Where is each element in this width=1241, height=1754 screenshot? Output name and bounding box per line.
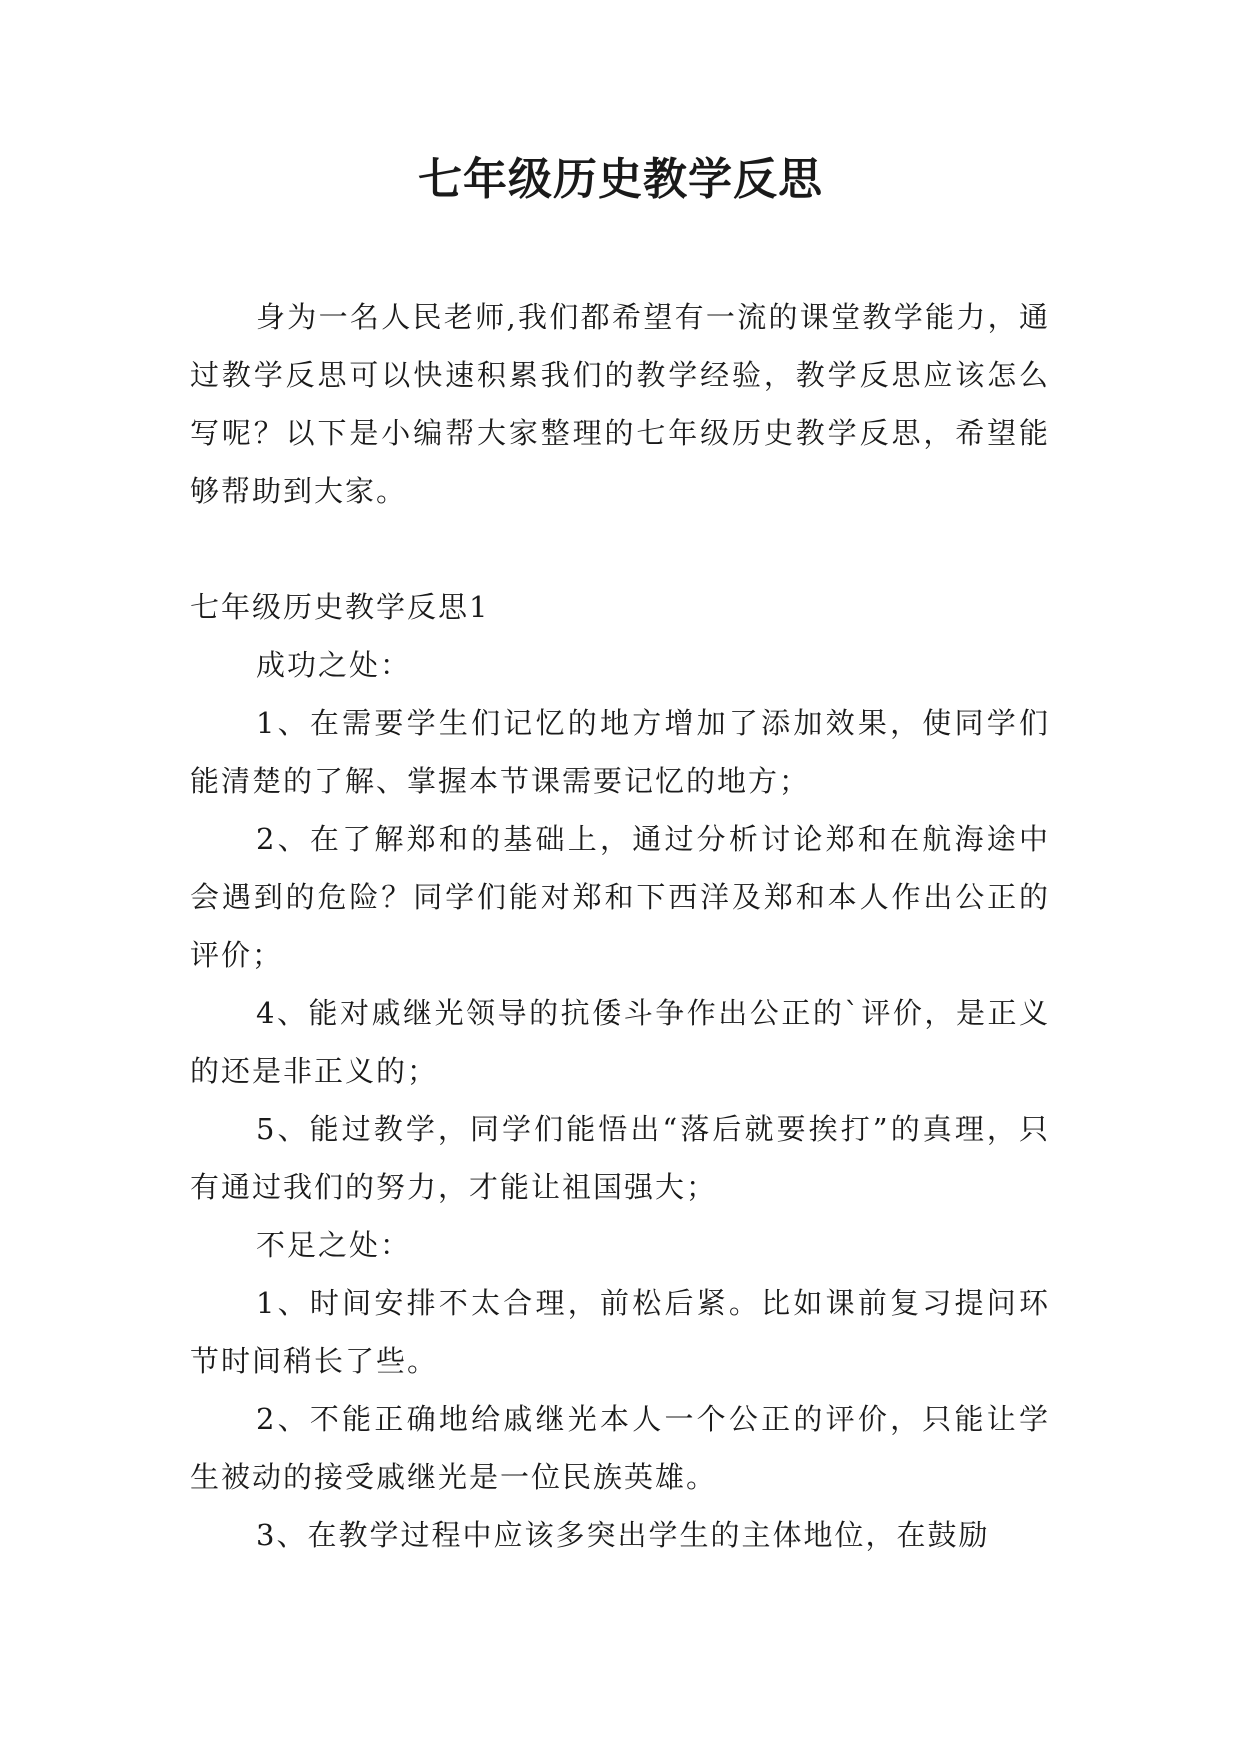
intro-paragraph: 身为一名人民老师,我们都希望有一流的课堂教学能力，通过教学反思可以快速积累我们的教学经验，教学反思应该怎么写呢？以下是小编帮大家整理的七年级历史教学反思，希望能够帮助到大家。 [190, 300, 1050, 508]
paragraph-shortcoming-heading: 不足之处： [256, 1228, 412, 1262]
paragraph-shortcoming-2: 2、不能正确地给戚继光本人一个公正的评价，只能让学生被动的接受戚继光是一位民族英雄。 [190, 1402, 1050, 1494]
paragraph-success-5: 5、能过教学，同学们能悟出“落后就要挨打”的真理，只有通过我们的努力，才能让祖国强大； [190, 1112, 1050, 1204]
paragraph-success-heading: 成功之处： [256, 648, 412, 682]
document-title: 七年级历史教学反思 [418, 154, 823, 205]
paragraph-shortcoming-1: 1、时间安排不太合理，前松后紧。比如课前复习提问环节时间稍长了些。 [190, 1286, 1050, 1378]
paragraph-success-1: 1、在需要学生们记忆的地方增加了添加效果，使同学们能清楚的了解、掌握本节课需要记忆的地方； [190, 706, 1050, 798]
paragraph-success-2: 2、在了解郑和的基础上，通过分析讨论郑和在航海途中会遇到的危险？同学们能对郑和下西洋及郑和本人作出公正的评价； [190, 822, 1050, 972]
paragraph-shortcoming-3: 3、在教学过程中应该多突出学生的主体地位，在鼓励 [256, 1518, 990, 1552]
document-body [190, 288, 1050, 1564]
paragraph-success-4: 4、能对戚继光领导的抗倭斗争作出公正的`评价，是正义的还是非正义的； [190, 996, 1050, 1088]
section-heading: 七年级历史教学反思1 [190, 590, 490, 624]
